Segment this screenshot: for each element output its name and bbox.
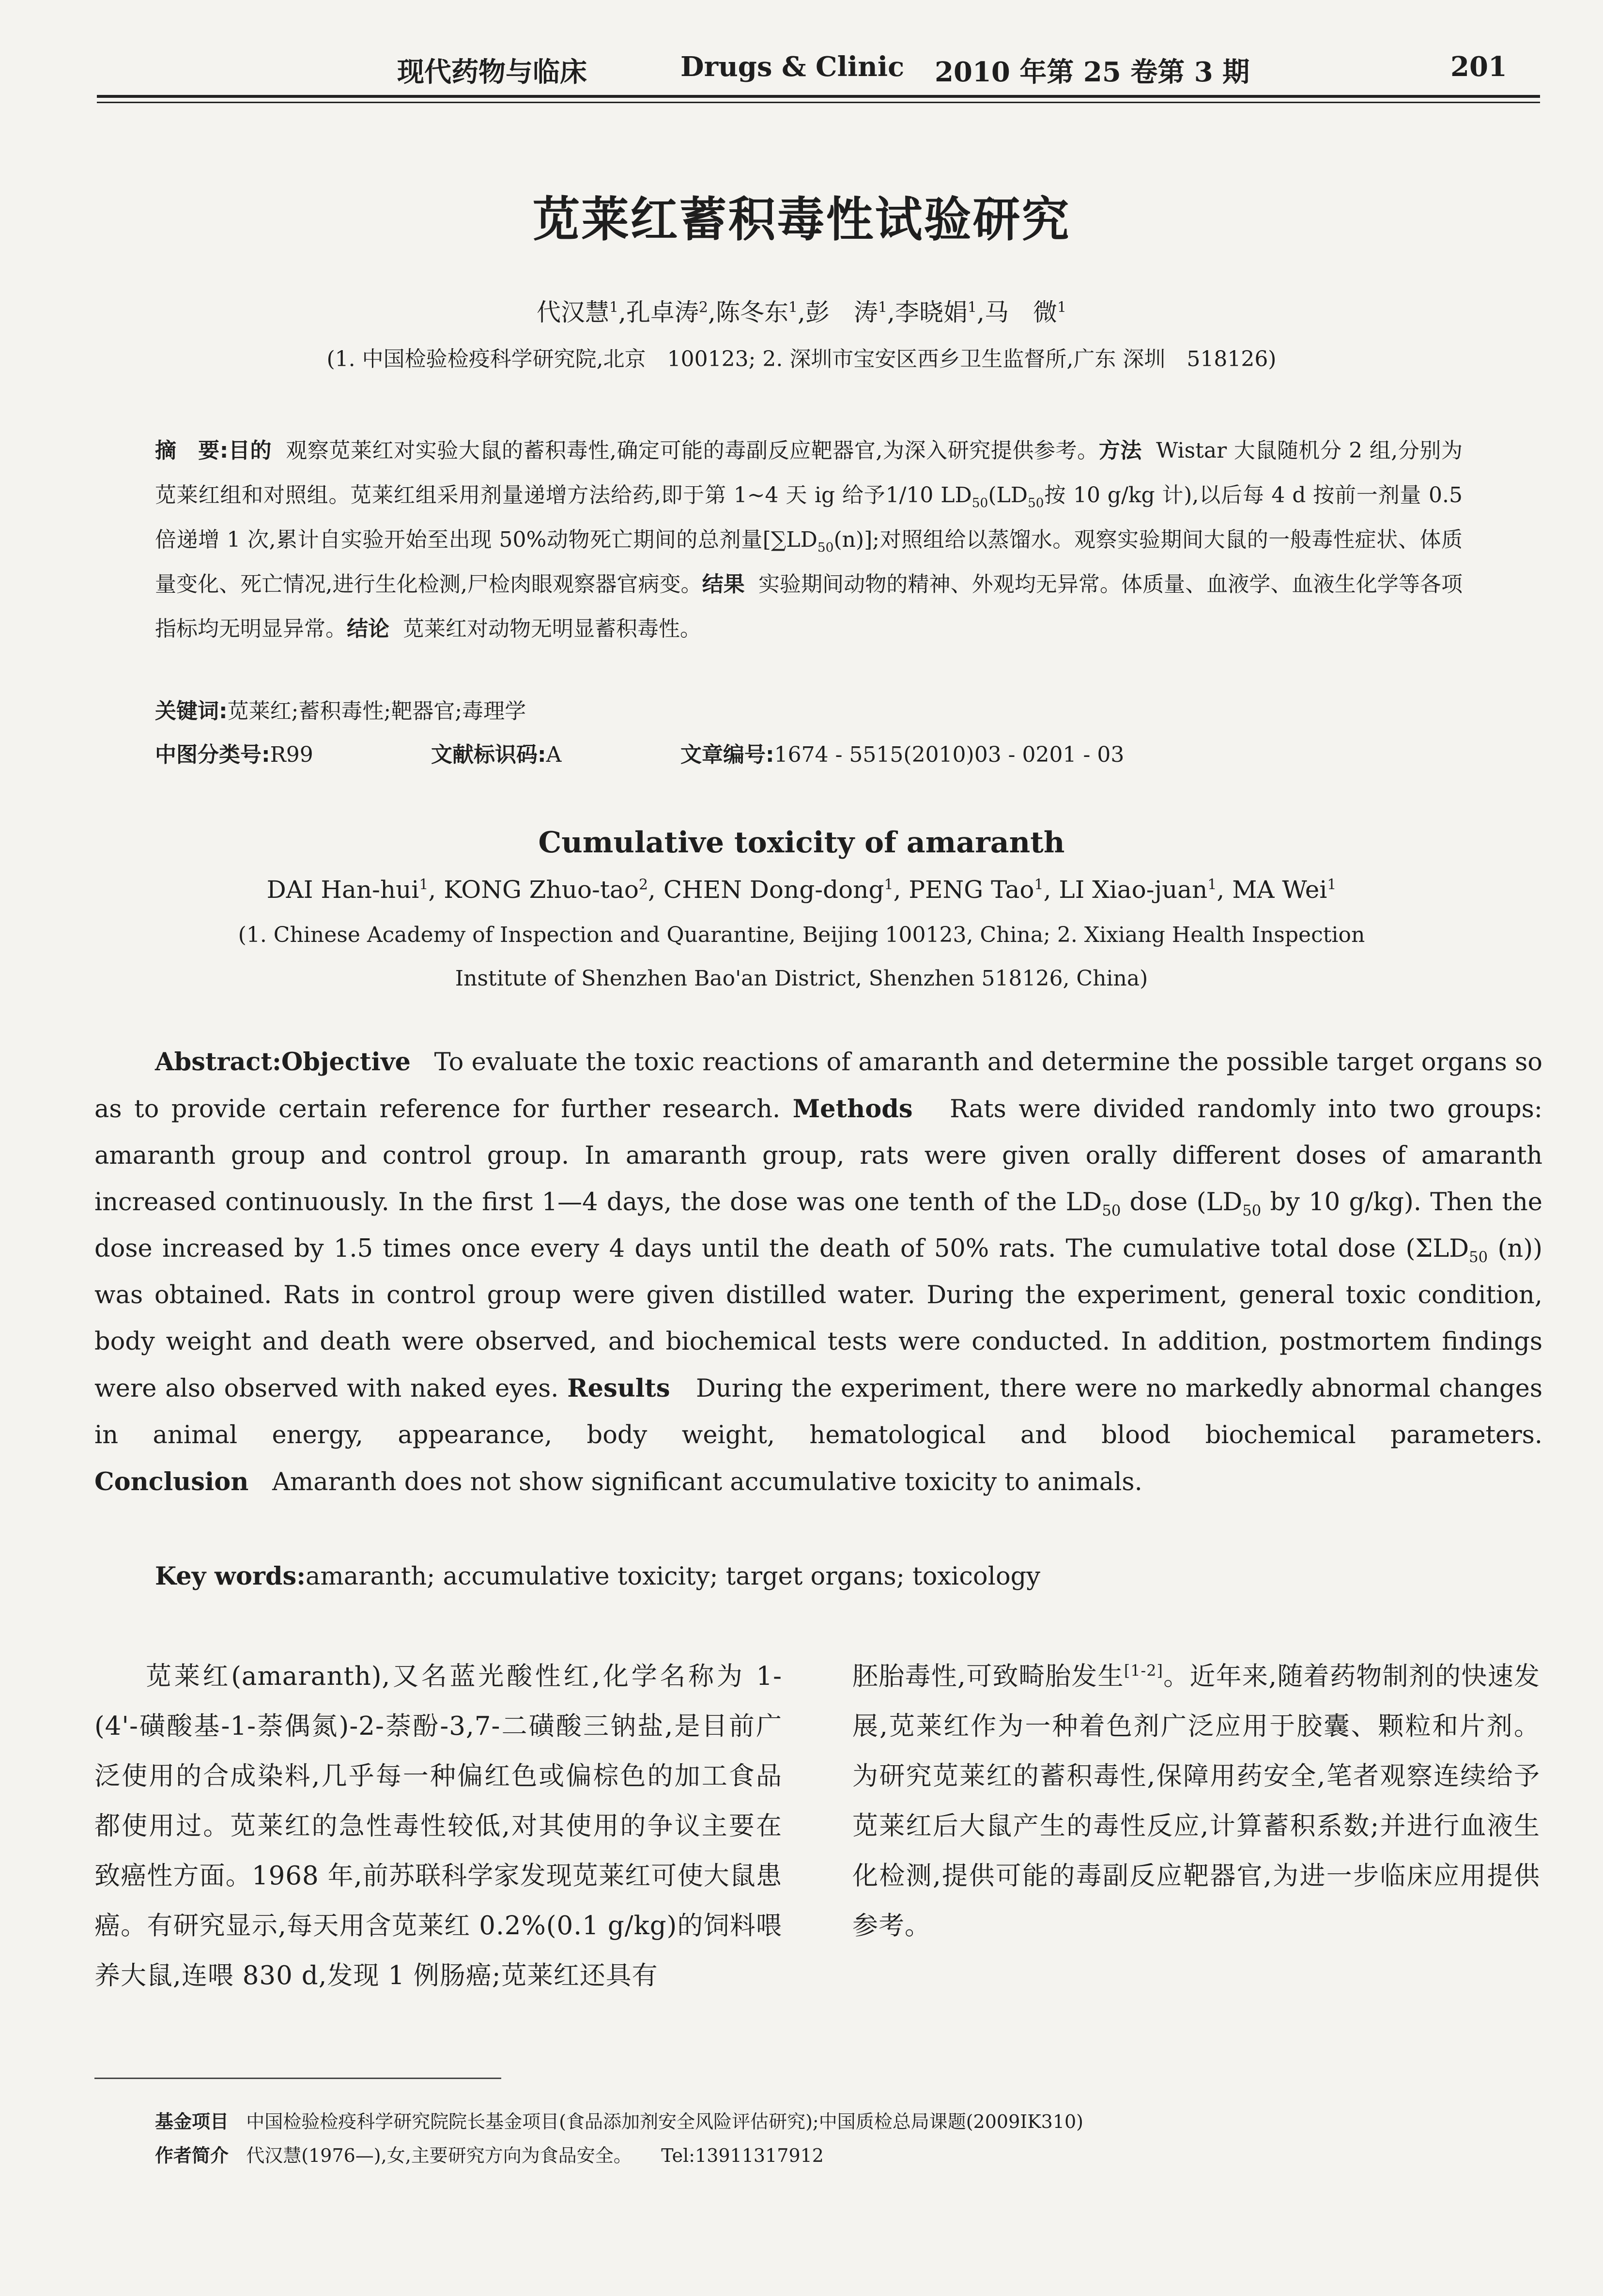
footnote-rule bbox=[94, 2078, 501, 2079]
document-code: 文献标识码:A bbox=[431, 742, 562, 767]
conclusion-label: 结论 bbox=[347, 616, 389, 641]
author-name: CHEN Dong-dong bbox=[663, 876, 884, 904]
author-list-en: DAI Han-hui$^1$, KONG Zhuo-tao$^2$, CHEN Dong-dong$^1$, PENG Tao$^1$, LI Xiao-juan$^1$, MA Wei$^1$ bbox=[266, 876, 1337, 904]
affiliation-en: (1. Chinese Academy of Inspection and Quarantine, Beijing 100123, China; 2. Xixiang Health Inspection bbox=[238, 923, 1365, 947]
author-name: 代汉慧 bbox=[536, 298, 609, 326]
conclusion-label: Conclusion bbox=[94, 1467, 249, 1496]
header-rule-thin bbox=[97, 102, 1540, 103]
objective-label: 目的 bbox=[228, 438, 272, 463]
results-label: 结果 bbox=[702, 572, 745, 597]
author-name: DAI Han-hui bbox=[266, 876, 419, 904]
article-title-cn: 苋莱红蓄积毒性试验研究 bbox=[532, 192, 1071, 247]
author-name: KONG Zhuo-tao bbox=[444, 876, 639, 904]
results-text: During the experiment, there were no markedly abnormal changes in animal energy, appearance, body weight, hematological and blood biochemical parameters. bbox=[94, 1374, 1543, 1449]
conclusion-text: 苋莱红对动物无明显蓄积毒性。 bbox=[402, 616, 701, 641]
clc-number: 中图分类号:R99 bbox=[155, 742, 313, 767]
methods-text: Rats were divided randomly into two groups: amaranth group and control group. In amaranth group, rats were given orally different doses of amaranth increased continuously. In the first 1—4 days, the dose was one tenth of the $LD_{50}$ dose ($LD_{50}$ by 10 g/kg). Then the dose increased by 1.5 times once every 4 days until the death of 50% rats. The cumulative total dose ($\Sigma LD_{50}$ (n)) was obtained. bbox=[94, 1095, 1543, 1310]
objective-label: Objective bbox=[281, 1048, 411, 1077]
journal-name-cn: 现代药物与临床 bbox=[397, 56, 587, 88]
page-number: 201 bbox=[1450, 51, 1507, 83]
author-name: 彭 涛 bbox=[805, 298, 878, 326]
body-column-right bbox=[852, 1651, 1540, 1951]
author-phone: Tel:13911317912 bbox=[661, 2145, 824, 2166]
results-text: 实验期间动物的精神、外观均无异常。体质量、血液学、血液生化学等各项指标均无明显异常。 bbox=[155, 572, 1463, 641]
article-title-en: Cumulative toxicity of amaranth bbox=[538, 826, 1065, 860]
author-bio: 作者简介 代汉慧(1976—),女,主要研究方向为食品安全。 Tel:13911317912 bbox=[155, 2145, 824, 2166]
author-name: PENG Tao bbox=[909, 876, 1034, 904]
issue-info: 2010 年第 25 卷第 3 期 bbox=[935, 56, 1250, 88]
citation-ref: [1-2] bbox=[1124, 1662, 1163, 1680]
abstract-label: Abstract: bbox=[155, 1048, 281, 1077]
abstract-label: 摘 要: bbox=[155, 438, 229, 463]
affiliation-en-cont: Institute of Shenzhen Bao'an District, Shenzhen 518126, China) bbox=[455, 966, 1148, 991]
author-name: 马 微 bbox=[984, 298, 1057, 326]
keywords-en bbox=[155, 1562, 1040, 1591]
body-text: 胚胎毒性,可致畸胎发生 bbox=[852, 1662, 1124, 1691]
keywords-label: Key words: bbox=[155, 1562, 306, 1591]
abstract-en bbox=[94, 1039, 1542, 1506]
body-text-cont: 。近年来,随着药物制剂的快速发展,苋莱红作为一种着色剂广泛应用于胶囊、颗粒和片剂。为研究苋莱红的蓄积毒性,保障用药安全,笔者观察连续给予苋莱红后大鼠产生的毒性反应,计算蓄积系数;并进行血液生化检测,提供可能的毒副反应靶器官,为进一步临床应用提供参考。 bbox=[852, 1662, 1540, 1941]
author-list-cn: 代汉慧$^1$,孔卓涛$^2$,陈冬东$^1$,彭 涛$^1$,李晓娟$^1$,马 微$^1$ bbox=[536, 298, 1067, 326]
objective-text: To evaluate the toxic reactions of amaranth and determine the possible target organs so as to provide certain reference for further research. bbox=[94, 1048, 1542, 1124]
objective-text: 观察苋莱红对实验大鼠的蓄积毒性,确定可能的毒副反应靶器官,为深入研究提供参考。 bbox=[286, 438, 1099, 463]
body-column-left: 苋莱红(amaranth),又名蓝光酸性红,化学名称为 1-(4'-磺酸基-1-萘偶氮)-2-萘酚-3,7-二磺酸三钠盐,是目前广泛使用的合成染料,几乎每一种偏红色或偏棕色的加工食品都使用过。苋莱红的急性毒性较低,对其使用的争议主要在致癌性方面。1968 年,前苏联科学家发现苋莱红可使大鼠患癌。有研究显示,每天用含苋莱红 0.2%(0.1 g/kg)的饲料喂养大鼠,连喂 830 d,发现 1 例肠癌;苋莱红还具有 bbox=[94, 1662, 782, 1990]
keywords-label: 关键词: bbox=[155, 699, 228, 724]
abstract-cn bbox=[155, 429, 1463, 651]
author-name: 陈冬东 bbox=[715, 298, 788, 326]
funding-note: 基金项目 中国检验检疫科学研究院院长基金项目(食品添加剂安全风险评估研究);中国质检总局课题(2009IK310) bbox=[155, 2111, 1084, 2132]
results-label: Results bbox=[567, 1374, 670, 1403]
keywords-text: 苋莱红;蓄积毒性;靶器官;毒理学 bbox=[227, 699, 526, 724]
methods-label: 方法 bbox=[1098, 438, 1142, 463]
author-name: 孔卓涛 bbox=[626, 298, 699, 326]
journal-name-en: Drugs & Clinic bbox=[680, 51, 905, 83]
conclusion-text: Amaranth does not show significant accumulative toxicity to animals. bbox=[272, 1468, 1142, 1496]
author-name: MA Wei bbox=[1232, 876, 1327, 904]
article-number: 文章编号:1674 - 5515(2010)03 - 0201 - 03 bbox=[680, 742, 1125, 767]
methods-text: Wistar 大鼠随机分 2 组,分别为苋莱红组和对照组。苋莱红组采用剂量递增方法给药,即于第 1~4 天 ig 给予1/10 $LD_{50}(LD_{50}$按 10 g/kg 计),以后每 4 d 按前一剂量 0.5 倍递增 1 次,累计自实验开始至出现 50%动物死亡期间的总剂量$[\sum LD_{50}(n)]$;对照组给以蒸馏水。观察实验期间大鼠的一般毒性症状、体质量变化、死亡情况,进行生化检测,尸检肉眼观察器官病变。 bbox=[155, 438, 1463, 597]
methods-label: Methods bbox=[792, 1094, 913, 1124]
methods-text-cont: Rats in control group were given distilled water. During the experiment, general toxic condition, body weight and death were observed, and biochemical tests were conducted. In addition, postmortem findings were also observed with naked eyes. bbox=[94, 1281, 1542, 1403]
affiliation-cn: (1. 中国检验检疫科学研究院,北京 100123; 2. 深圳市宝安区西乡卫生监督所,广东 深圳 518126) bbox=[326, 347, 1277, 371]
keywords-cn bbox=[155, 693, 526, 724]
keywords-text: amaranth; accumulative toxicity; target organs; toxicology bbox=[306, 1562, 1041, 1591]
author-name: LI Xiao-juan bbox=[1059, 876, 1208, 904]
header-rule bbox=[97, 95, 1540, 98]
author-name: 李晓娟 bbox=[894, 298, 968, 326]
